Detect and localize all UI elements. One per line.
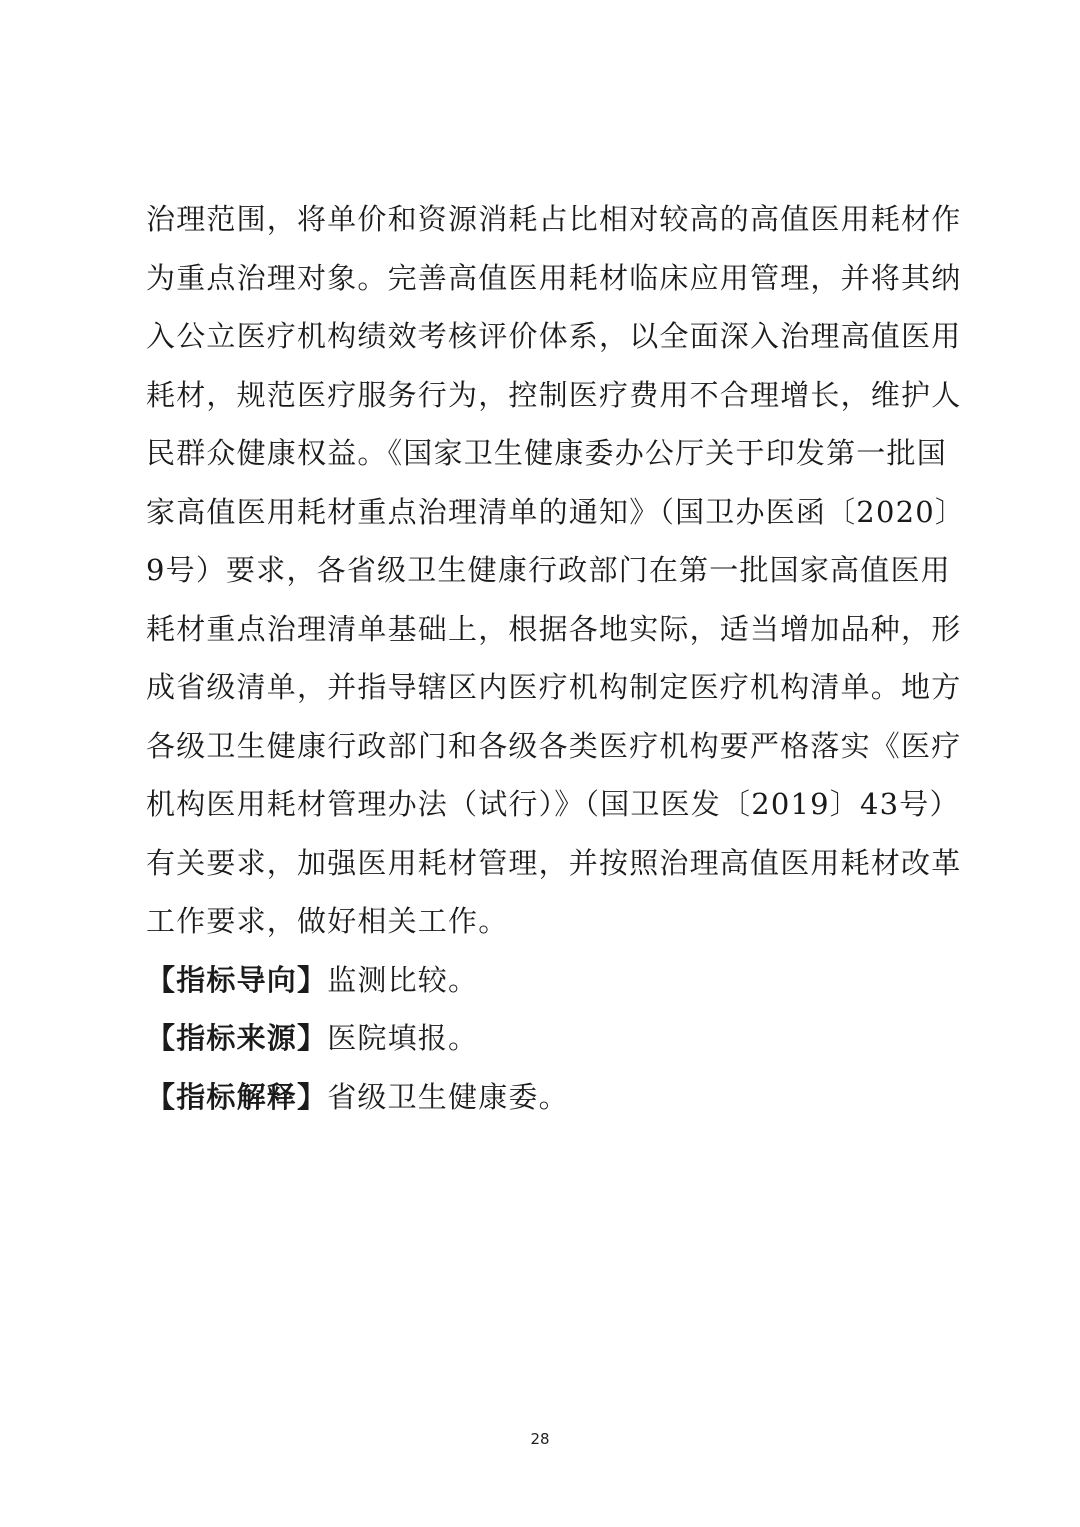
paragraph-line: 耗材重点治理清单基础上，根据各地实际，适当增加品种，形	[146, 611, 962, 646]
indicator-source-label: 【指标来源】	[146, 1021, 328, 1055]
indicator-interpretation	[146, 1068, 936, 1127]
paragraph-line: 为重点治理对象。完善高值医用耗材临床应用管理，并将其纳	[146, 260, 962, 295]
paragraph-line: 耗材，规范医疗服务行为，控制医疗费用不合理增长，维护人	[146, 377, 962, 412]
paragraph-line: 工作要求，做好相关工作。	[146, 904, 509, 938]
indicator-interpretation-label: 【指标解释】	[146, 1079, 328, 1114]
paragraph-line: 治理范围，将单价和资源消耗占比相对较高的高值医用耗材作	[146, 202, 962, 236]
paragraph-line: 民群众健康权益。《国家卫生健康委办公厅关于印发第一批国	[146, 436, 947, 470]
paragraph-line: 入公立医疗机构绩效考核评价体系，以全面深入治理高值医用	[146, 319, 962, 353]
indicator-source-value: 医院填报。	[327, 1021, 479, 1055]
indicator-direction-label: 【指标导向】	[146, 962, 328, 997]
body-text	[146, 190, 966, 1126]
paragraph-line: 各级卫生健康行政部门和各级各类医疗机构要严格落实《医疗	[146, 728, 962, 763]
indicator-direction	[146, 951, 936, 1010]
indicator-interpretation-value: 省级卫生健康委。	[327, 1079, 569, 1114]
paragraph-line: 家高值医用耗材重点治理清单的通知》（国卫办医函〔2020〕	[146, 494, 966, 529]
paragraph-line: 9号）要求，各省级卫生健康行政部门在第一批国家高值医用	[146, 553, 951, 587]
page-number: 28	[530, 1430, 550, 1448]
indicator-direction-value: 监测比较。	[327, 962, 479, 997]
paragraph-line: 机构医用耗材管理办法（试行）》（国卫医发〔2019〕43号）	[146, 787, 960, 821]
indicator-source	[146, 1009, 936, 1068]
paragraph-line: 有关要求，加强医用耗材管理，并按照治理高值医用耗材改革	[146, 845, 962, 880]
paragraph-line: 成省级清单，并指导辖区内医疗机构制定医疗机构清单。地方	[146, 670, 962, 704]
